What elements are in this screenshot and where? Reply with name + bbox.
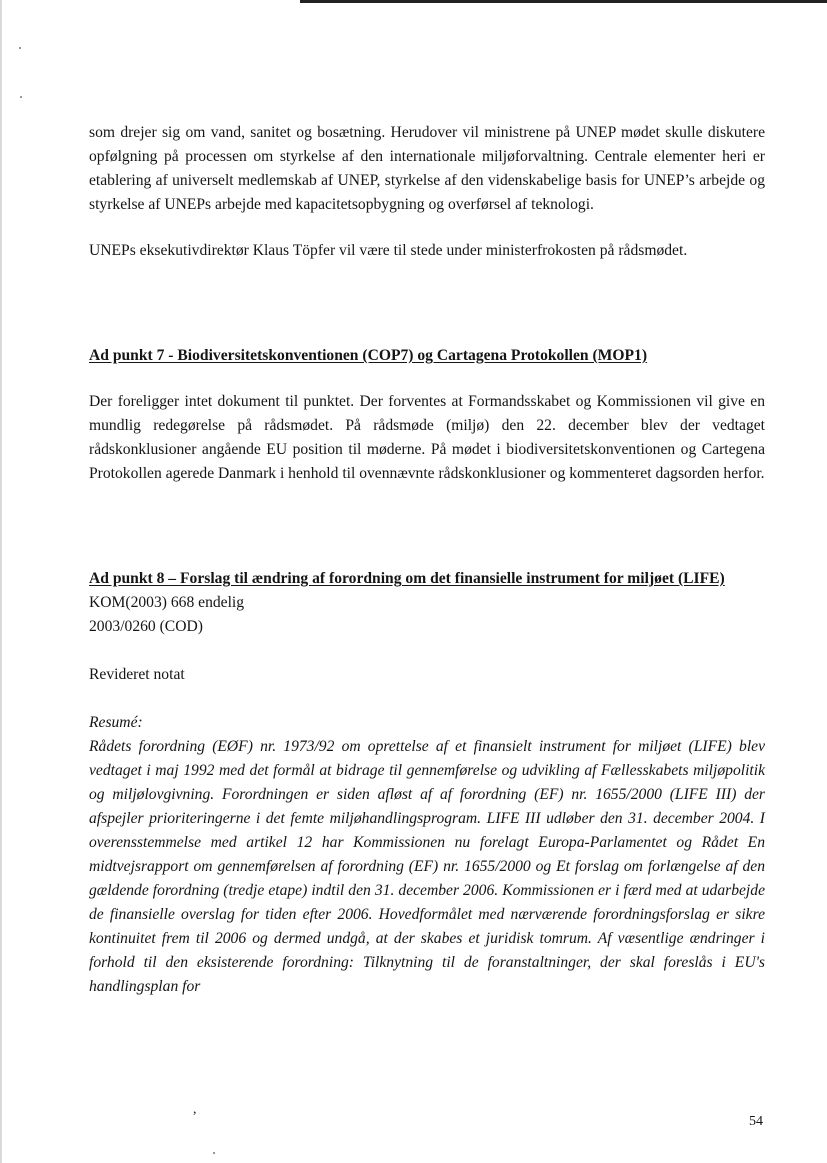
document-body (89, 121, 765, 999)
page-number: 54 (749, 1114, 763, 1129)
section-7-paragraph: Der foreligger intet dokument til punktet. Der forventes at Formandsskabet og Kommissionen vil give en mundlig redegørelse på rådsmødet. På rådsmøde (miljø) den 22. december blev der vedtaget rådskonklusioner angående EU position til møderne. På mødet i biodiversitetskonventionen og Cartegena Protokollen agerede Danmark i henhold til ovennævnte rådskonklusioner og kommenteret dagsorden herfor. (89, 393, 765, 482)
scan-speck (19, 47, 21, 49)
intro-paragraph: som drejer sig om vand, sanitet og bosætning. Herudover vil ministrene på UNEP mødet skulle diskutere opfølgning på processen om styrkelse af den internationale miljøforvaltning. Centrale elementer heri er etablering af universelt medlemskab af UNEP, styrkelse af den videnskabelige basis for UNEP’s arbejde og styrkelse af UNEPs arbejde med kapacitetsopbygning og overførsel af teknologi. (89, 124, 765, 213)
unep-paragraph: UNEPs eksekutivdirektør Klaus Töpfer vil være til stede under ministerfrokosten på rådsmødet. (89, 242, 688, 259)
revised-note-label: Revideret notat (89, 666, 185, 683)
scan-mark: , (193, 1102, 197, 1117)
section-8-heading: Ad punkt 8 – Forslag til ændring af forordning om det finansielle instrument for miljøet (LIFE) (89, 570, 725, 587)
resume-paragraph: Rådets forordning (EØF) nr. 1973/92 om oprettelse af et finansielt instrument for miljøet (LIFE) blev vedtaget i maj 1992 med det formål at bidrage til gennemførelse og udvikling af Fællesskabets miljøpolitik og miljølovgivning. Forordningen er siden afløst af af forordning (EF) nr. 1655/2000 (LIFE III) der afspejler prioriteringerne i det femte miljøhandlingsprogram. LIFE III udløber den 31. december 2004. I overensstemmelse med artikel 12 har Kommissionen nu forelagt Europa-Parlamentet og Rådet En midtvejsrapport om gennemførelsen af forordning (EF) nr. 1655/2000 og Et forslag om forlængelse af den gældende forordning (tredje etape) indtil den 31. december 2006. Kommissionen er i færd med at udarbejde de finansielle overslag for tiden efter 2006. Hovedformålet med nærværende forordningsforslag er sikre kontinuitet frem til 2006 og dermed undgå, at der skabes et juridisk tomrum. Af væsentlige ændringer i forhold til den eksisterende forordning: Tilknytning til de foranstaltninger, der skal foreslås i EU's handlingsplan for (89, 738, 765, 995)
section-7-heading: Ad punkt 7 - Biodiversitetskonventionen (COP7) og Cartagena Protokollen (MOP1) (89, 347, 648, 364)
top-rule (300, 0, 827, 3)
scan-speck (20, 96, 22, 98)
document-reference: KOM(2003) 668 endelig (89, 594, 245, 611)
scan-speck (213, 1152, 215, 1154)
left-page-edge (0, 0, 2, 1163)
resume-label: Resumé: (89, 714, 143, 731)
procedure-reference: 2003/0260 (COD) (89, 618, 203, 635)
